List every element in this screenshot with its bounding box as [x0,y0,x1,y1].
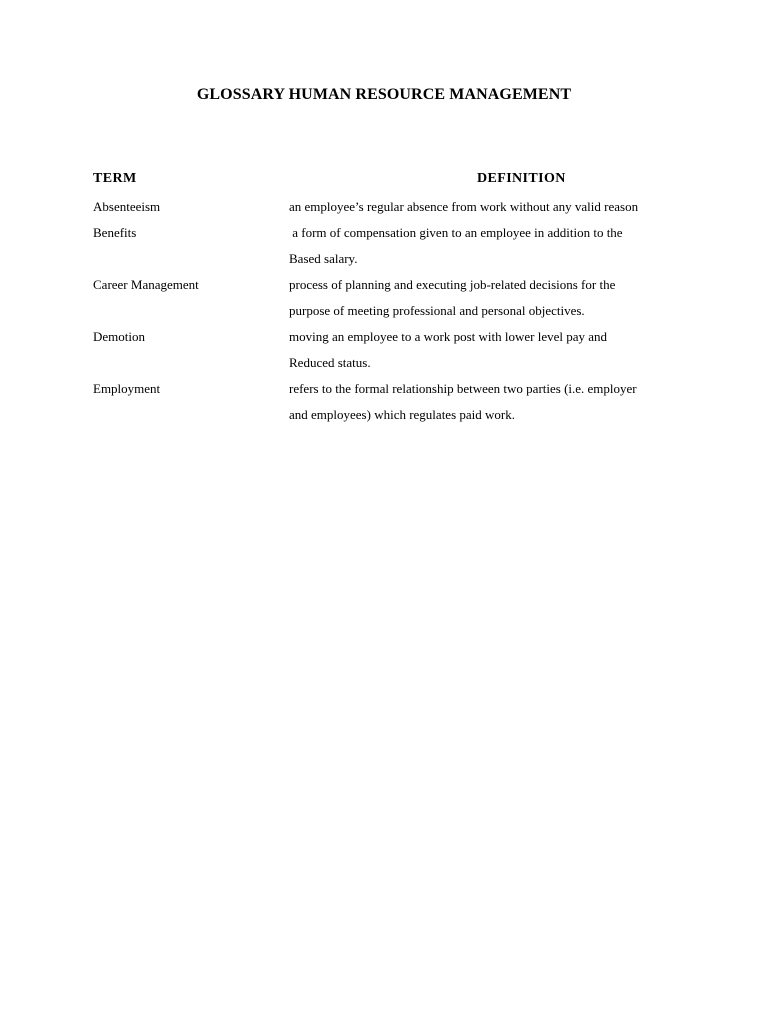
definition-line: refers to the formal relationship between two parties (i.e. employer [289,381,637,396]
definition-line: and employees) which regulates paid work. [289,407,515,422]
glossary-term: Demotion [93,329,145,344]
glossary-term: Benefits [93,225,137,240]
glossary-term: Absenteeism [93,199,161,214]
definition-line: Reduced status. [289,355,371,370]
glossary-term: Career Management [93,277,199,292]
definition-line: an employee’s regular absence from work without any valid reason [289,199,639,214]
definition-line: a form of compensation given to an employee in addition to the [289,225,623,240]
definition-column-header: DEFINITION [477,171,566,186]
glossary-term: Employment [93,381,161,396]
glossary-definition [289,220,623,272]
glossary-definition [289,272,615,324]
term-column-header: TERM [93,171,137,186]
glossary-definition [289,376,637,428]
definition-line: process of planning and executing job-related decisions for the [289,277,616,292]
definition-line: Based salary. [289,251,358,266]
definition-line: purpose of meeting professional and personal objectives. [289,303,585,318]
glossary-definition [289,324,607,376]
page-title: GLOSSARY HUMAN RESOURCE MANAGEMENT [196,86,572,103]
definition-line: moving an employee to a work post with lower level pay and [289,329,608,344]
glossary-definition [289,194,638,220]
